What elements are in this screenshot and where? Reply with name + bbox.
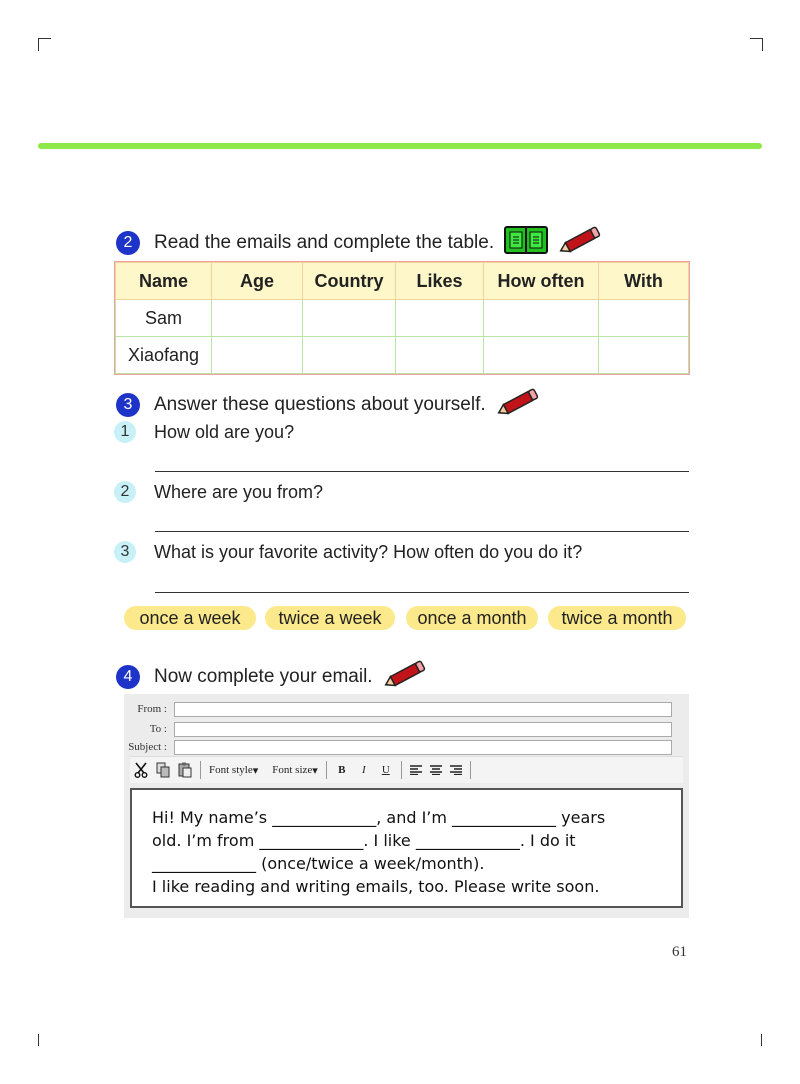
paste-icon[interactable]	[178, 760, 192, 780]
table-cell[interactable]	[396, 300, 484, 337]
table-cell[interactable]	[212, 300, 303, 337]
book-icon	[504, 226, 548, 260]
section-instruction: Answer these questions about yourself.	[154, 394, 486, 415]
to-row	[124, 721, 689, 739]
question-text: What is your favorite activity? How often do you do it?	[154, 541, 583, 562]
table-cell[interactable]	[484, 337, 599, 374]
section-2-heading	[116, 226, 604, 260]
email-body-line: I like reading and writing emails, too. Please write soon.	[152, 877, 600, 896]
answer-line[interactable]	[155, 592, 689, 593]
email-body[interactable]	[130, 788, 683, 908]
table-cell-name: Sam	[116, 300, 212, 337]
table-cell[interactable]	[599, 337, 689, 374]
section-instruction: Now complete your email.	[154, 666, 373, 687]
table-cell-name: Xiaofang	[116, 337, 212, 374]
email-compose-window	[124, 694, 689, 918]
option-pill: twice a month	[548, 606, 686, 630]
section-3-heading	[116, 388, 542, 422]
table-row	[116, 337, 689, 374]
crop-mark-top-right	[750, 38, 763, 51]
option-pill: twice a week	[265, 606, 395, 630]
question-text: How old are you?	[154, 421, 295, 442]
crop-mark-bottom-right	[761, 1034, 762, 1046]
scissors-icon[interactable]	[134, 760, 148, 780]
font-size-dropdown[interactable]	[272, 760, 318, 780]
pencil-icon	[558, 226, 604, 260]
email-body-line: old. I’m from _____________. I like _____________. I do it	[152, 831, 576, 850]
crop-mark-top-left	[38, 38, 51, 51]
underline-button[interactable]: U	[381, 764, 390, 776]
align-right-icon[interactable]	[450, 760, 462, 780]
to-label: To :	[149, 723, 167, 735]
answer-line[interactable]	[155, 471, 689, 472]
table-cell[interactable]	[303, 300, 396, 337]
question-3	[114, 541, 582, 563]
option-pill: once a week	[124, 606, 256, 630]
toolbar-separator	[200, 761, 201, 779]
copy-icon[interactable]	[156, 760, 170, 780]
font-style-label: Font style	[209, 764, 253, 776]
question-number: 1	[114, 421, 136, 443]
question-text: Where are you from?	[154, 481, 324, 502]
question-2	[114, 481, 323, 503]
font-style-dropdown[interactable]	[209, 760, 258, 780]
header-divider	[38, 143, 762, 149]
table-cell[interactable]	[212, 337, 303, 374]
column-header: Likes	[396, 263, 484, 300]
completion-table	[115, 262, 689, 374]
toolbar-separator	[326, 761, 327, 779]
from-row	[124, 701, 689, 719]
table-cell[interactable]	[303, 337, 396, 374]
crop-mark-bottom-left	[38, 1034, 39, 1046]
to-field[interactable]	[174, 722, 672, 737]
pencil-icon	[383, 660, 429, 694]
align-center-icon[interactable]	[430, 760, 442, 780]
toolbar-separator	[401, 761, 402, 779]
question-number: 2	[114, 481, 136, 503]
table-header-row	[116, 263, 689, 300]
pencil-icon	[496, 388, 542, 422]
column-header: Age	[212, 263, 303, 300]
subject-row	[124, 739, 689, 757]
email-body-line: Hi! My name’s _____________, and I’m _____________ years	[152, 808, 606, 827]
table-cell[interactable]	[396, 337, 484, 374]
bold-button[interactable]: B	[338, 764, 346, 776]
subject-label: Subject :	[128, 741, 167, 753]
from-label: From :	[137, 703, 167, 715]
question-1	[114, 421, 294, 443]
from-field[interactable]	[174, 702, 672, 717]
align-left-icon[interactable]	[410, 760, 422, 780]
answer-line[interactable]	[155, 531, 689, 532]
section-number: 2	[116, 231, 140, 255]
email-body-line: _____________ (once/twice a week/month).	[152, 854, 485, 873]
subject-field[interactable]	[174, 740, 672, 755]
chevron-down-icon: ▾	[312, 764, 318, 777]
section-instruction: Read the emails and complete the table.	[154, 232, 495, 253]
editor-toolbar	[130, 756, 683, 783]
italic-button[interactable]: I	[361, 764, 366, 776]
chevron-down-icon: ▾	[252, 764, 259, 777]
section-4-heading	[116, 660, 429, 694]
section-number: 4	[116, 665, 140, 689]
table-cell[interactable]	[484, 300, 599, 337]
table-cell[interactable]	[599, 300, 689, 337]
section-number: 3	[116, 393, 140, 417]
column-header: Name	[116, 263, 212, 300]
table-row	[116, 300, 689, 337]
column-header: How often	[484, 263, 599, 300]
page-number: 61	[672, 944, 687, 960]
toolbar-separator	[470, 761, 471, 779]
option-pill: once a month	[406, 606, 538, 630]
question-number: 3	[114, 541, 136, 563]
column-header: With	[599, 263, 689, 300]
column-header: Country	[303, 263, 396, 300]
font-size-label: Font size	[272, 764, 313, 776]
